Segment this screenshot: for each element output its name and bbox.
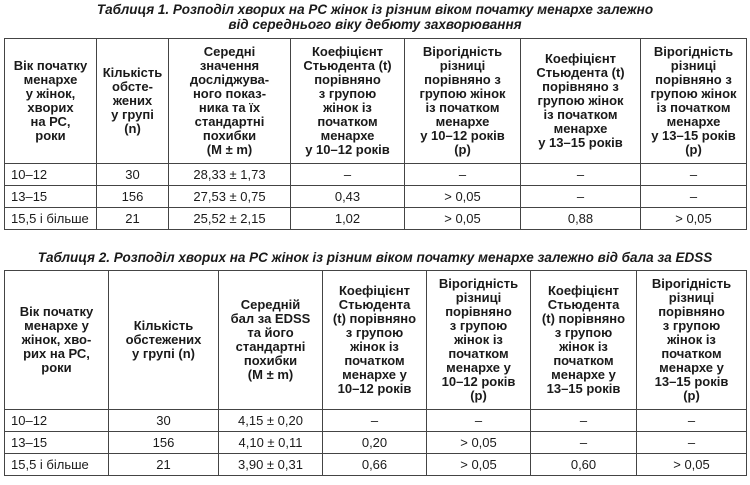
- table-cell: –: [521, 164, 641, 186]
- table-cell: –: [427, 410, 531, 432]
- table2-header-line: та його: [247, 325, 294, 340]
- table2-header-line: менархе у: [342, 367, 407, 382]
- table2-header-line: початком: [448, 346, 509, 361]
- table1-caption-line1: Таблиця 1. Розподіл хворих на РС жінок із різним віком початку менархе залежно: [96, 2, 654, 17]
- table1-header-line: стандартні: [194, 114, 265, 129]
- table-cell: > 0,05: [637, 454, 747, 476]
- table-cell: > 0,05: [641, 208, 747, 230]
- table1-header-5: [521, 39, 641, 164]
- table2-header-6: [637, 271, 747, 410]
- table-cell: 4,15 ± 0,20: [219, 410, 323, 432]
- table2-header-line: жінок із: [559, 339, 608, 354]
- table2-header-line: похибки: [243, 353, 298, 368]
- table1-header-line: Коефіцієнт: [544, 51, 617, 66]
- table1-header-line: роки: [35, 128, 66, 143]
- table2-header-line: у групі (n): [132, 346, 195, 361]
- table2-body: [5, 410, 747, 476]
- table-cell: 27,53 ± 0,75: [169, 186, 291, 208]
- table2-header-line: з групою: [449, 318, 508, 333]
- table2-header-line: (M ± m): [247, 367, 294, 382]
- table1-header-line: менархе: [320, 128, 375, 143]
- table1-header-2: [169, 39, 291, 164]
- table2-header-line: з групою: [345, 325, 404, 340]
- table1-header-line: (M ± m): [206, 142, 253, 157]
- table1-header-line: у 10–12 років: [420, 128, 505, 143]
- table-cell: –: [291, 164, 405, 186]
- table1-body: [5, 164, 747, 230]
- table2-header-line: порівняно: [658, 304, 725, 319]
- table2-header-line: Коефіцієнт: [338, 283, 411, 298]
- table1-header-line: (p): [685, 142, 702, 157]
- table1-header-line: (n): [124, 121, 141, 136]
- table1-header-line: ника та їх: [198, 100, 261, 115]
- table-row: [5, 186, 747, 208]
- table2-header-line: (t) порівняно: [332, 311, 417, 326]
- table2-header-line: (p): [683, 388, 700, 403]
- table2-header-line: 13–15 років: [546, 381, 621, 396]
- table-cell: > 0,05: [427, 454, 531, 476]
- table-cell: 15,5 і більше: [5, 454, 109, 476]
- table2-header-line: з групою: [554, 325, 613, 340]
- table1-header-line: ного показ-: [192, 86, 267, 101]
- table2-header-line: менархе у: [659, 360, 724, 375]
- table1-header-line: хворих: [27, 100, 74, 115]
- table-cell: 10–12: [5, 410, 109, 432]
- table2-header-row: [5, 271, 747, 410]
- table2-header-line: (p): [470, 388, 487, 403]
- table2-header-line: початком: [661, 346, 722, 361]
- table-row: [5, 454, 747, 476]
- table1-header-line: у 10–12 років: [305, 142, 390, 157]
- table-cell: 4,10 ± 0,11: [219, 432, 323, 454]
- table1-header-3: [291, 39, 405, 164]
- table2-header-line: Вірогідність: [651, 276, 732, 291]
- table-cell: –: [641, 164, 747, 186]
- table1-header-line: менархе: [23, 72, 78, 87]
- table2: [4, 270, 747, 476]
- table2-header-line: Стьюдента: [338, 297, 411, 312]
- table-cell: 25,52 ± 2,15: [169, 208, 291, 230]
- table-cell: –: [531, 432, 637, 454]
- table-row: [5, 208, 747, 230]
- table1-header-line: жених: [112, 93, 153, 108]
- table-cell: 0,43: [291, 186, 405, 208]
- table2-header-line: бал за EDSS: [230, 311, 311, 326]
- table2-header-line: жінок із: [350, 339, 399, 354]
- table-cell: 30: [97, 164, 169, 186]
- table-cell: 30: [109, 410, 219, 432]
- table-cell: 13–15: [5, 432, 109, 454]
- table1-caption-line2: від середнього віку дебюту захворювання: [228, 17, 522, 32]
- table2-header-line: менархе у: [446, 360, 511, 375]
- table1-header-line: жінок із: [323, 100, 372, 115]
- table2-caption: Таблиця 2. Розподіл хворих на РС жінок із різним віком початку менархе залежно від бала за EDSS: [37, 250, 713, 265]
- table1-header-line: на РС,: [30, 114, 71, 129]
- table2-header-line: Кількість: [133, 318, 194, 333]
- table1: [4, 38, 747, 230]
- table2-header-line: 10–12 років: [337, 381, 412, 396]
- table1-header-line: (p): [454, 142, 471, 157]
- table2-header-line: Вік початку: [19, 304, 94, 319]
- table1-header-line: досліджува-: [189, 72, 270, 87]
- table1-header-line: значення: [199, 58, 260, 73]
- table2-header-line: менархе у: [551, 367, 616, 382]
- table-cell: 0,66: [323, 454, 427, 476]
- table1-header-line: групою жінок: [650, 86, 737, 101]
- table-cell: 10–12: [5, 164, 97, 186]
- table1-header-line: Кількість: [102, 65, 163, 80]
- table2-header-line: (t) порівняно: [541, 311, 626, 326]
- table1-header-line: обсте-: [112, 79, 153, 94]
- table1-header-line: Вірогідність: [653, 44, 734, 59]
- table1-header-line: різниці: [439, 58, 486, 73]
- table1-header-line: Вік початку: [13, 58, 88, 73]
- table1-header-line: початком: [317, 114, 378, 129]
- table1-header-1: [97, 39, 169, 164]
- table-cell: 21: [97, 208, 169, 230]
- table2-header-2: [219, 271, 323, 410]
- table2-header-0: [5, 271, 109, 410]
- table1-header-line: із початком: [425, 100, 500, 115]
- table1-header-line: із початком: [543, 107, 618, 122]
- table-cell: 156: [97, 186, 169, 208]
- table-cell: 0,60: [531, 454, 637, 476]
- table-cell: > 0,05: [427, 432, 531, 454]
- table-row: [5, 410, 747, 432]
- table2-header-3: [323, 271, 427, 410]
- table-cell: 0,88: [521, 208, 641, 230]
- table2-header-4: [427, 271, 531, 410]
- table1-header-row: [5, 39, 747, 164]
- table-cell: –: [641, 186, 747, 208]
- table1-header-line: менархе: [553, 121, 608, 136]
- table2-header-line: жінок із: [667, 332, 716, 347]
- table2-header-line: 10–12 років: [441, 374, 516, 389]
- table2-header-line: Вірогідність: [438, 276, 519, 291]
- table1-header-line: Стьюдента (t): [303, 58, 392, 73]
- table-cell: –: [531, 410, 637, 432]
- table2-header-line: різниці: [455, 290, 502, 305]
- table1-header-0: [5, 39, 97, 164]
- table1-header-line: групою жінок: [537, 93, 624, 108]
- table2-header-line: Стьюдента: [547, 297, 620, 312]
- table1-header-line: у 13–15 років: [538, 135, 623, 150]
- table1-header-line: у 13–15 років: [651, 128, 736, 143]
- table1-header-line: із початком: [656, 100, 731, 115]
- table-cell: > 0,05: [405, 186, 521, 208]
- table-cell: 0,20: [323, 432, 427, 454]
- table1-header-line: різниці: [670, 58, 717, 73]
- table-cell: 21: [109, 454, 219, 476]
- table2-header-5: [531, 271, 637, 410]
- table1-header-line: менархе: [666, 114, 721, 129]
- table1-header-line: порівняно: [314, 72, 381, 87]
- table1-header-line: похибки: [202, 128, 257, 143]
- table1-header-line: Стьюдента (t): [536, 65, 625, 80]
- table2-header-line: різниці: [668, 290, 715, 305]
- table1-header-line: з групою: [318, 86, 377, 101]
- table2-header-line: початком: [344, 353, 405, 368]
- table-cell: 13–15: [5, 186, 97, 208]
- table2-header-line: обстежених: [125, 332, 202, 347]
- table-cell: 28,33 ± 1,73: [169, 164, 291, 186]
- table2-header-line: 13–15 років: [654, 374, 729, 389]
- table-cell: 15,5 і більше: [5, 208, 97, 230]
- table2-header-line: менархе у: [24, 318, 89, 333]
- table2-header-line: Середній: [240, 297, 301, 312]
- table-cell: –: [521, 186, 641, 208]
- table1-header-line: порівняно з: [655, 72, 732, 87]
- table2-header-line: початком: [553, 353, 614, 368]
- table1-header-4: [405, 39, 521, 164]
- table2-header-line: жінок із: [454, 332, 503, 347]
- table1-header-line: у жінок,: [25, 86, 76, 101]
- table1-header-line: менархе: [435, 114, 490, 129]
- table-cell: –: [637, 410, 747, 432]
- table-row: [5, 164, 747, 186]
- table1-header-line: групою жінок: [419, 86, 506, 101]
- table2-header-line: стандартні: [235, 339, 306, 354]
- table2-header-line: порівняно: [445, 304, 512, 319]
- table1-header-line: Коефіцієнт: [311, 44, 384, 59]
- table2-header-line: Коефіцієнт: [547, 283, 620, 298]
- table-cell: –: [323, 410, 427, 432]
- table1-header-line: Середні: [203, 44, 256, 59]
- table-row: [5, 432, 747, 454]
- table-cell: –: [637, 432, 747, 454]
- table-cell: > 0,05: [405, 208, 521, 230]
- table2-header-line: рих на РС,: [23, 346, 90, 361]
- table-cell: 156: [109, 432, 219, 454]
- table2-header-line: жінок, хво-: [21, 332, 92, 347]
- table2-header-line: роки: [41, 360, 72, 375]
- table2-header-1: [109, 271, 219, 410]
- table2-header-line: з групою: [662, 318, 721, 333]
- table-cell: –: [405, 164, 521, 186]
- table1-header-line: у групі: [111, 107, 154, 122]
- table1-header-line: порівняно з: [542, 79, 619, 94]
- table1-header-line: Вірогідність: [422, 44, 503, 59]
- table-cell: 3,90 ± 0,31: [219, 454, 323, 476]
- table-cell: 1,02: [291, 208, 405, 230]
- table1-caption: [0, 2, 750, 32]
- table1-header-line: порівняно з: [424, 72, 501, 87]
- table1-header-6: [641, 39, 747, 164]
